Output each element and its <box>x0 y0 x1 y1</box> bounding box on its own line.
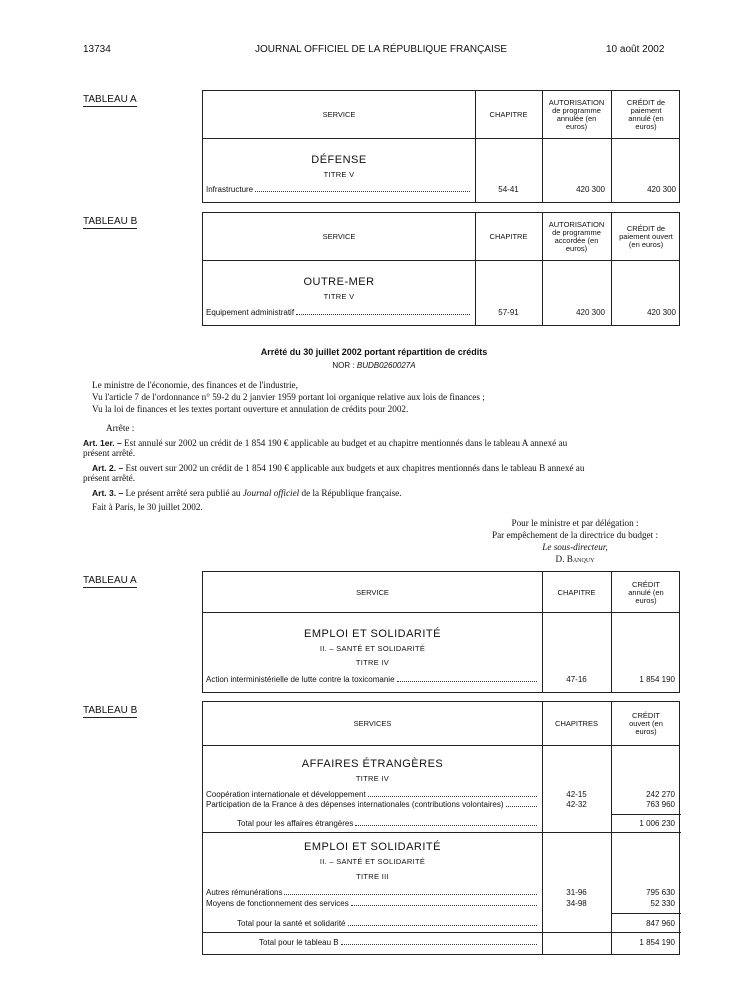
arrete-word: Arrête : <box>106 423 135 433</box>
chapitre-cell: 42-32 <box>566 800 587 809</box>
section-heading: EMPLOI ET SOLIDARITÉ <box>304 841 441 853</box>
col-chapitres-header: CHAPITRES <box>555 719 598 728</box>
preamble-vu-2: Vu la loi de finances et les textes portant ouverture et annulation de crédits pour 2002. <box>92 404 409 414</box>
credit-cell: 763 960 <box>646 800 675 809</box>
table-label: TABLEAU B <box>83 216 138 227</box>
chapitre-cell: 54-41 <box>498 185 519 194</box>
table-row-label: Equipement administratif <box>206 308 471 317</box>
section-heading: AFFAIRES ÉTRANGÈRES <box>301 758 444 770</box>
chapitre-cell: 47-16 <box>566 675 587 684</box>
signatory-name: D. Banquy <box>555 554 595 564</box>
signature-line-2: Par empêchement de la directrice du budget : <box>491 530 659 540</box>
col-autorisation-header: AUTORISATION de programme annulée (en euros) <box>548 98 605 131</box>
table-label: TABLEAU A <box>83 575 137 586</box>
table-a-emploi-solidarite <box>202 571 680 693</box>
credit-cell: 795 630 <box>646 888 675 897</box>
col-chapitre-header: CHAPITRE <box>489 110 528 119</box>
sub-heading: II. – SANTÉ ET SOLIDARITÉ <box>319 644 426 653</box>
titre-heading: TITRE IV <box>355 774 390 783</box>
chapitre-cell: 31-96 <box>566 888 587 897</box>
autorisation-cell: 420 300 <box>576 185 605 194</box>
table-label: TABLEAU A <box>83 94 137 105</box>
col-credit-header: CRÉDIT de paiement annulé (en euros) <box>626 98 666 131</box>
preamble-vu-1: Vu l'article 7 de l'ordonnance n° 59-2 du 2 janvier 1959 portant loi organique relative aux lois de finances ; <box>92 392 485 402</box>
col-services-header: SERVICES <box>353 719 392 728</box>
credit-cell: 52 330 <box>650 899 675 908</box>
total-row: Total pour les affaires étrangères <box>237 819 538 828</box>
chapitre-cell: 42-15 <box>566 790 587 799</box>
article-3: Art. 3. – Le présent arrêté sera publié au Journal officiel de la République française. <box>92 488 402 498</box>
col-chapitre-header: CHAPITRE <box>489 232 528 241</box>
col-service-header: SERVICE <box>356 587 389 597</box>
table-row: Coopération internationale et développement <box>206 790 538 799</box>
titre-heading: TITRE V <box>323 170 355 179</box>
grand-total-credit-cell: 1 854 190 <box>639 938 675 947</box>
col-credit-header: CRÉDIT de paiement ouvert (en euros) <box>619 224 673 249</box>
table-row-label: Infrastructure <box>206 185 471 194</box>
col-credit-header: CRÉDIT ouvert (en euros) <box>629 711 663 736</box>
credit-cell: 1 854 190 <box>639 675 675 684</box>
table-label: TABLEAU B <box>83 705 138 716</box>
issue-date: 10 août 2002 <box>606 44 665 55</box>
total-credit-cell: 1 006 230 <box>639 819 675 828</box>
page-number: 13734 <box>83 44 111 55</box>
table-b-outre-mer <box>202 212 680 326</box>
article-1-cont: présent arrêté. <box>83 448 136 458</box>
col-service-header: SERVICE <box>322 110 356 119</box>
credit-cell: 420 300 <box>647 185 676 194</box>
total-credit-cell: 847 960 <box>646 919 675 928</box>
total-row: Total pour la santé et solidarité <box>237 919 538 928</box>
article-2-cont: présent arrêté. <box>83 473 136 483</box>
credit-cell: 242 270 <box>646 790 675 799</box>
chapitre-cell: 57-91 <box>498 308 519 317</box>
col-credit-header: CRÉDIT annulé (en euros) <box>628 579 664 605</box>
preamble-minister: Le ministre de l'économie, des finances et de l'industrie, <box>92 380 298 390</box>
table-row: Participation de la France à des dépenses internationales (contributions volontaires) <box>206 800 538 809</box>
col-autorisation-header: AUTORISATION de programme accordée (en euros) <box>548 220 605 253</box>
titre-heading: TITRE IV <box>355 658 390 667</box>
titre-heading: TITRE III <box>356 872 389 881</box>
col-service-header: SERVICE <box>322 232 356 241</box>
section-heading: DÉFENSE <box>311 154 367 166</box>
nor-reference: NOR : BUDB0260027A <box>332 361 416 370</box>
sub-heading: II. – SANTÉ ET SOLIDARITÉ <box>319 857 426 866</box>
titre-heading: TITRE V <box>323 292 355 301</box>
journal-title: JOURNAL OFFICIEL DE LA RÉPUBLIQUE FRANÇAISE <box>255 44 508 55</box>
table-a-defense <box>202 90 680 203</box>
chapitre-cell: 34-98 <box>566 899 587 908</box>
section-heading: OUTRE-MER <box>303 276 375 288</box>
table-b-services <box>202 701 680 955</box>
autorisation-cell: 420 300 <box>576 308 605 317</box>
arrete-title: Arrêté du 30 juillet 2002 portant répartition de crédits <box>260 347 488 357</box>
credit-cell: 420 300 <box>647 308 676 317</box>
signature-line-3: Le sous-directeur, <box>542 542 608 552</box>
grand-total-row: Total pour le tableau B <box>259 938 538 947</box>
article-1: Art. 1er. – Est annulé sur 2002 un crédit de 1 854 190 € applicable au budget et au chapitre mentionnés dans le tableau A annexé au <box>83 438 568 448</box>
section-heading: EMPLOI ET SOLIDARITÉ <box>304 628 441 640</box>
table-row: Moyens de fonctionnement des services <box>206 899 538 908</box>
table-row-label: Action interministérielle de lutte contre la toxicomanie <box>206 675 538 684</box>
signature-line-1: Pour le ministre et par délégation : <box>511 518 639 528</box>
table-row: Autres rémunérations <box>206 888 538 897</box>
fait-a-paris: Fait à Paris, le 30 juillet 2002. <box>92 502 203 512</box>
article-2: Art. 2. – Est ouvert sur 2002 un crédit de 1 854 190 € applicable aux budgets et aux chapitres mentionnés dans le tableau B annexé au <box>92 463 585 473</box>
col-chapitre-header: CHAPITRE <box>557 587 596 597</box>
